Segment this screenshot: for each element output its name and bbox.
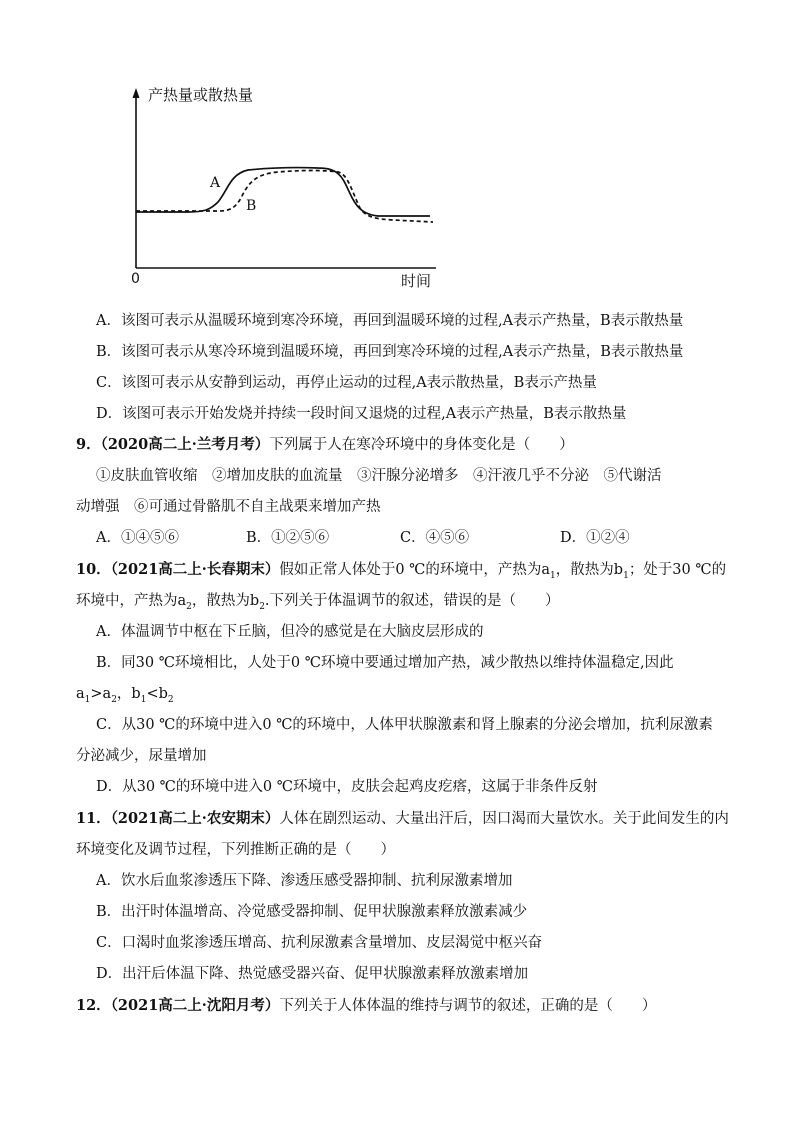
q10-option-b-line1[interactable]: B．同30 ℃环境相比，人处于0 ℃环境中要通过增加产热，减少散热以维持体温稳定,因此	[96, 655, 674, 671]
subscript: 1	[623, 570, 629, 581]
q9-items-line2: 动增强 ⑥可通过骨骼肌不自主战栗来增加产热	[76, 499, 381, 515]
q8-option-d[interactable]: D．该图可表示开始发烧并持续一段时间又退烧的过程,A表示产热量，B表示散热量	[96, 406, 627, 422]
q10-line2-text-1: 环境中，产热为a	[76, 593, 187, 609]
q10-stem	[76, 560, 726, 580]
origin-label: 0	[131, 271, 140, 287]
q12-stem	[76, 996, 656, 1016]
curve-a-label: A	[210, 175, 221, 191]
q10-option-a[interactable]: A．体温调节中枢在下丘脑，但冷的感觉是在大脑皮层形成的	[96, 624, 484, 640]
q10-source: （2021高二上·长春期末）	[110, 561, 280, 578]
x-axis-label: 时间	[401, 272, 432, 290]
subscript: 1	[550, 570, 556, 581]
q9-question: 下列属于人在寒冷环境中的身体变化是（ ）	[269, 437, 574, 453]
q10-b-b2: <b	[146, 686, 168, 702]
subscript: 1	[84, 694, 91, 705]
q9-option-a[interactable]: A．①④⑤⑥	[96, 530, 179, 546]
q9-items-line1: ①皮肤血管收缩 ②增加皮肤的血流量 ③汗腺分泌增多 ④汗液几乎不分泌 ⑤代谢活	[96, 468, 662, 484]
q12-source: （2021高二上·沈阳月考）	[110, 997, 280, 1014]
q11-option-b[interactable]: B．出汗时体温增高、冷觉感受器抑制、促甲状腺激素释放激素减少	[96, 904, 528, 920]
q9-option-b[interactable]: B．①②⑤⑥	[246, 530, 330, 546]
q10-b-a2: >a	[90, 686, 112, 702]
q11-option-d[interactable]: D．出汗后体温下降、热觉感受器兴奋、促甲状腺激素释放激素增加	[96, 966, 529, 982]
q10-stem-text-3: ；处于30 ℃的	[628, 562, 727, 578]
q12-question: 下列关于人体体温的维持与调节的叙述，正确的是（ ）	[279, 998, 657, 1014]
q10-option-c-line1[interactable]: C．从30 ℃的环境中进入0 ℃的环境中，人体甲状腺激素和肾上腺素的分泌会增加，抗利尿激素	[96, 717, 713, 733]
q11-option-a[interactable]: A．饮水后血浆渗透压下降、渗透压感受器抑制、抗利尿激素增加	[96, 873, 513, 889]
subscript: 2	[167, 694, 174, 705]
q9-source: （2020高二上·兰考月考）	[100, 436, 270, 453]
q9-option-c[interactable]: C．④⑤⑥	[400, 530, 470, 546]
q10-b-b1: ，b	[116, 686, 141, 702]
curve-b	[136, 171, 433, 223]
y-axis-arrow	[133, 88, 140, 98]
q11-source: （2021高二上·农安期末）	[110, 810, 280, 827]
heat-production-dissipation-figure	[118, 80, 448, 290]
q10-option-d[interactable]: D．从30 ℃的环境中进入0 ℃环境中，皮肤会起鸡皮疙瘩，这属于非条件反射	[96, 779, 598, 795]
q9-option-d[interactable]: D．①②④	[560, 530, 630, 546]
q11-stem	[76, 809, 729, 829]
q11-number: 11．	[76, 810, 111, 827]
q8-option-b[interactable]: B．该图可表示从寒冷环境到温暖环境，再回到寒冷环境的过程,A表示产热量，B表示散热量	[96, 344, 684, 360]
q10-b-a1: a	[76, 686, 85, 702]
q10-option-b-line2[interactable]	[76, 684, 174, 704]
q11-stem-line2: 环境变化及调节过程，下列推断正确的是（ ）	[76, 842, 395, 858]
q8-option-a[interactable]: A．该图可表示从温暖环境到寒冷环境，再回到温暖环境的过程,A表示产热量，B表示散热量	[96, 313, 684, 329]
subscript: 1	[140, 694, 147, 705]
q8-option-c[interactable]: C．该图可表示从安静到运动，再停止运动的过程,A表示散热量，B表示产热量	[96, 375, 597, 391]
curve-a	[136, 168, 430, 216]
curve-b-label: B	[246, 198, 257, 214]
q10-line2-text-3: .下列关于体温调节的叙述，错误的是（ ）	[264, 593, 560, 609]
q11-stem-text: 人体在剧烈运动、大量出汗后，因口渴而大量饮水。关于此间发生的内	[279, 811, 729, 827]
q10-stem-text-2: ，散热为b	[555, 562, 624, 578]
q9-number: 9．	[76, 436, 101, 453]
q10-number: 10．	[76, 561, 111, 578]
q10-stem-line2	[76, 591, 560, 611]
y-axis-label: 产热量或散热量	[148, 86, 254, 104]
q10-stem-text-1: 假如正常人体处于0 ℃的环境中，产热为a	[279, 562, 551, 578]
q11-option-c[interactable]: C．口渴时血浆渗透压增高、抗利尿激素含量增加、皮层渴觉中枢兴奋	[96, 935, 543, 951]
subscript: 2	[111, 694, 117, 705]
q12-number: 12．	[76, 997, 111, 1014]
q9-stem	[76, 435, 574, 455]
subscript: 2	[186, 601, 192, 612]
q10-line2-text-2: ，散热为b	[191, 593, 260, 609]
subscript: 2	[259, 601, 265, 612]
q10-option-c-line2[interactable]: 分泌减少，尿量增加	[76, 748, 207, 764]
